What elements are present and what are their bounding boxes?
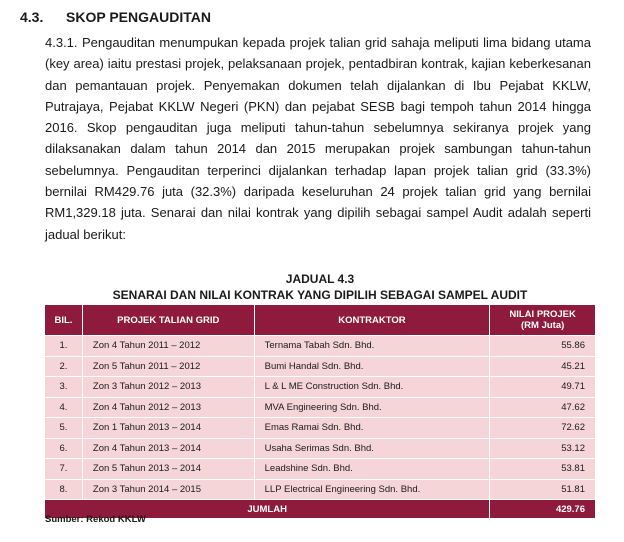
cell-projek: Zon 4 Tahun 2011 – 2012 xyxy=(82,336,254,357)
cell-projek: Zon 3 Tahun 2012 – 2013 xyxy=(82,377,254,398)
header-bil: BIL. xyxy=(45,305,83,336)
table-subtitle: SENARAI DAN NILAI KONTRAK YANG DIPILIH SEBAGAI SAMPEL AUDIT xyxy=(112,288,528,302)
cell-bil: 8. xyxy=(45,479,83,500)
table-row xyxy=(45,377,596,398)
table-row xyxy=(45,438,596,459)
header-projek: PROJEK TALIAN GRID xyxy=(82,305,254,336)
cell-projek: Zon 5 Tahun 2013 – 2014 xyxy=(82,459,254,480)
cell-projek: Zon 4 Tahun 2012 – 2013 xyxy=(82,397,254,418)
cell-kontraktor: Leadshine Sdn. Bhd. xyxy=(254,459,490,480)
table-row xyxy=(45,336,596,357)
table-row xyxy=(45,356,596,377)
paragraph-4-3-1: 4.3.1. Pengauditan menumpukan kepada projek talian grid sahaja meliputi lima bidang utama (key area) iaitu prestasi projek, pelaksanaan projek, pentadbiran kontrak, kajian keberkesanan dan pemantauan projek. Penyemakan dokumen telah dijalankan di Ibu Pejabat KKLW, Putrajaya, Pejabat KKLW Negeri (PKN) dan pejabat SESB bagi tempoh tahun 2014 hingga 2016. Skop pengauditan juga meliputi tahun-tahun sebelumnya sekiranya projek yang dilaksanakan dalam tahun 2014 dan 2015 merupakan projek sambungan tahun-tahun sebelumnya. Pengauditan terperinci dijalankan terhadap lapan projek talian grid (33.3%) bernilai RM429.76 juta (32.3%) daripada keseluruhan 24 projek talian grid yang bernilai RM1,329.18 juta. Senarai dan nilai kontrak yang dipilih sebagai sampel Audit adalah seperti jadual berikut: xyxy=(45,35,591,242)
cell-bil: 2. xyxy=(45,356,83,377)
cell-nilai: 51.81 xyxy=(490,479,596,500)
cell-kontraktor: Usaha Serimas Sdn. Bhd. xyxy=(254,438,490,459)
cell-kontraktor: Emas Ramai Sdn. Bhd. xyxy=(254,418,490,439)
cell-projek: Zon 5 Tahun 2011 – 2012 xyxy=(82,356,254,377)
cell-bil: 6. xyxy=(45,438,83,459)
cell-bil: 3. xyxy=(45,377,83,398)
cell-kontraktor: Ternama Tabah Sdn. Bhd. xyxy=(254,336,490,357)
cell-nilai: 49.71 xyxy=(490,377,596,398)
cell-kontraktor: MVA Engineering Sdn. Bhd. xyxy=(254,397,490,418)
table-source: Sumber: Rekod KKLW xyxy=(45,514,146,525)
cell-bil: 5. xyxy=(45,418,83,439)
cell-kontraktor: Bumi Handal Sdn. Bhd. xyxy=(254,356,490,377)
cell-projek: Zon 4 Tahun 2013 – 2014 xyxy=(82,438,254,459)
cell-nilai: 53.12 xyxy=(490,438,596,459)
table-row xyxy=(45,397,596,418)
table-row xyxy=(45,479,596,500)
cell-nilai: 45.21 xyxy=(490,356,596,377)
table-row xyxy=(45,459,596,480)
table-header-row xyxy=(45,305,596,336)
cell-nilai: 55.86 xyxy=(490,336,596,357)
cell-kontraktor: L & L ME Construction Sdn. Bhd. xyxy=(254,377,490,398)
section-heading xyxy=(20,9,211,25)
total-label: JUMLAH xyxy=(45,500,490,519)
cell-nilai: 53.81 xyxy=(490,459,596,480)
cell-bil: 7. xyxy=(45,459,83,480)
header-nilai-unit: (RM Juta) xyxy=(521,320,565,331)
section-number: 4.3. xyxy=(20,9,44,25)
cell-projek: Zon 3 Tahun 2014 – 2015 xyxy=(82,479,254,500)
header-kontraktor: KONTRAKTOR xyxy=(254,305,490,336)
total-value: 429.76 xyxy=(490,500,596,519)
table-row xyxy=(45,418,596,439)
cell-nilai: 47.62 xyxy=(490,397,596,418)
header-nilai-label: NILAI PROJEK xyxy=(509,309,576,320)
contract-table xyxy=(44,304,596,519)
table-caption: JADUAL 4.3 xyxy=(285,272,355,286)
cell-bil: 4. xyxy=(45,397,83,418)
header-nilai xyxy=(490,305,596,336)
cell-kontraktor: LLP Electrical Engineering Sdn. Bhd. xyxy=(254,479,490,500)
cell-bil: 1. xyxy=(45,336,83,357)
cell-nilai: 72.62 xyxy=(490,418,596,439)
section-title: SKOP PENGAUDITAN xyxy=(66,9,211,25)
cell-projek: Zon 1 Tahun 2013 – 2014 xyxy=(82,418,254,439)
